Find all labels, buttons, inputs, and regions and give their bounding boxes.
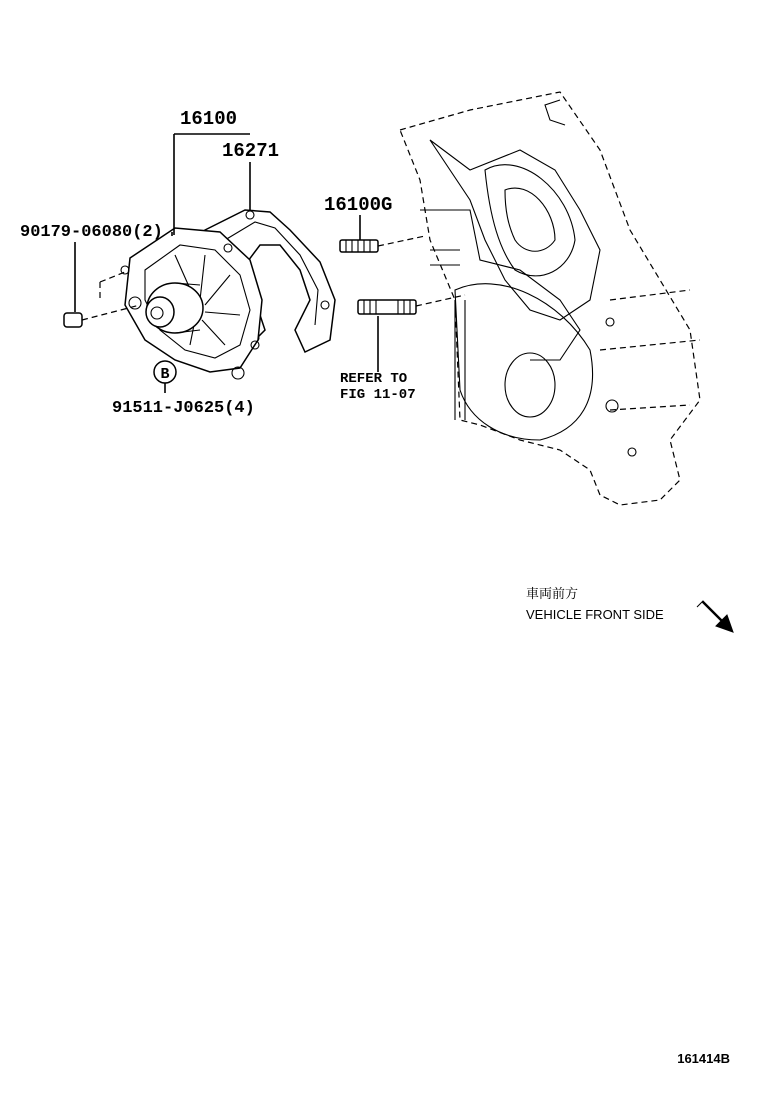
refer-to-label: REFER TO	[340, 371, 408, 387]
stud-bolt-lower	[358, 295, 465, 314]
bolt-marker-letter: B	[160, 366, 170, 383]
engine-block-illustration	[400, 92, 700, 505]
callout-bolt: 91511-J0625(4)	[112, 399, 255, 418]
callout-16271: 16271	[222, 140, 280, 162]
stud-bolt-upper	[340, 236, 425, 252]
callout-plug: 90179-06080(2)	[20, 223, 163, 242]
vehicle-front-label: VEHICLE FRONT SIDE	[526, 607, 664, 622]
refer-fig-label: FIG 11-07	[340, 387, 416, 403]
callout-16100g: 16100G	[324, 194, 393, 216]
water-pump-illustration	[121, 228, 262, 379]
callout-16100: 16100	[180, 108, 238, 130]
vehicle-front-jp-label: 車両前方	[526, 586, 579, 601]
illustration-id: 161414B	[677, 1051, 730, 1066]
arrow-down-right-icon	[697, 601, 733, 632]
